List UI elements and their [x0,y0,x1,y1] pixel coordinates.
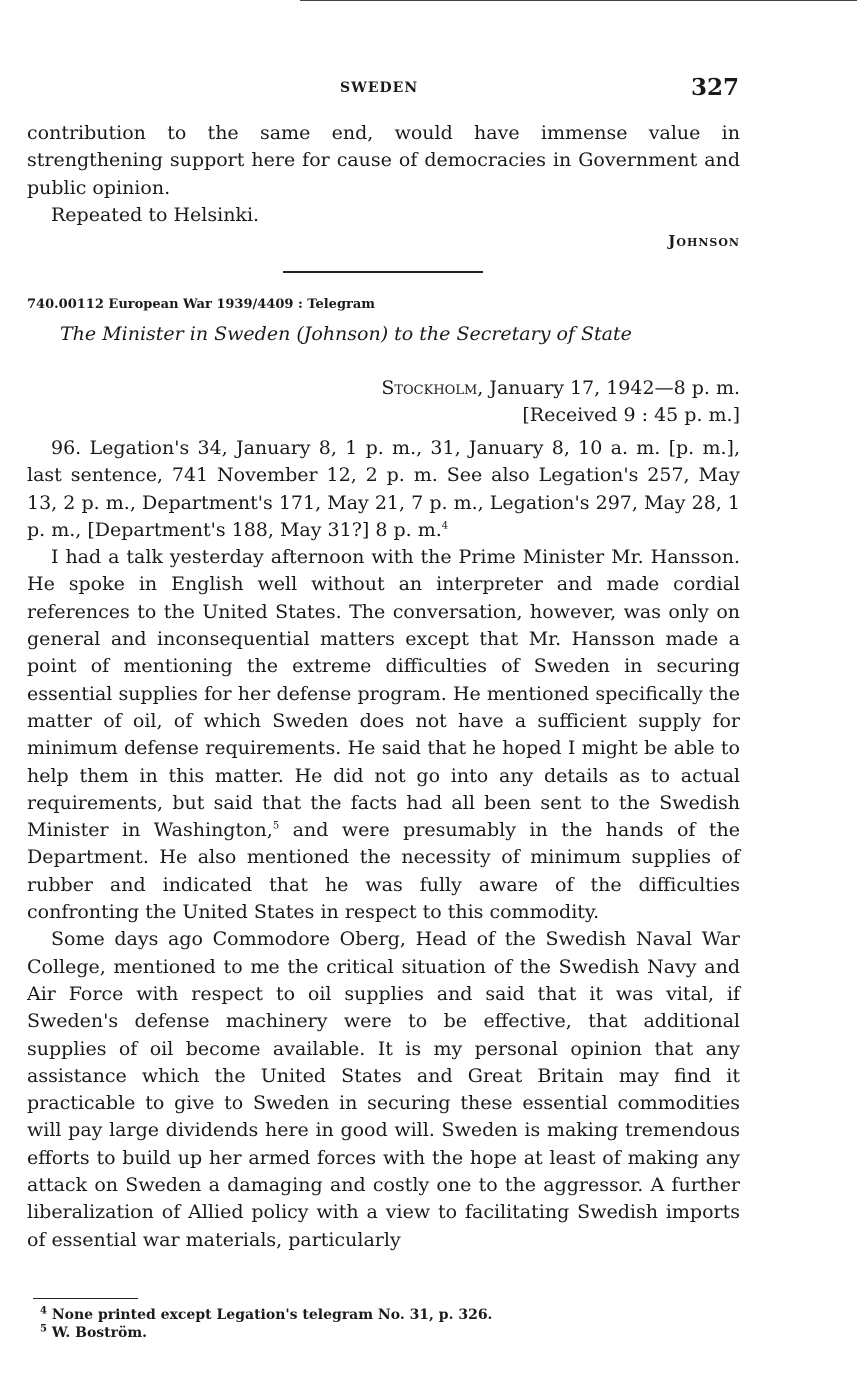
telegram-paragraph-3: Some days ago Commodore Oberg, Head of the Swedish Naval War College, mentioned to me the critical situation of the Swedish Navy and Air Force with respect to oil supplies and said that it was vital, if Sweden's defense machinery were to be effective, that additional supplies of oil become available. It is my personal opinion that any assistance which the United States and Great Britain may find it practicable to give to Sweden in securing these essential commodities will pay large dividends here in good will. Sweden is making tremendous efforts to build up her armed forces with the hope at least of making any attack on Sweden a damaging and costly one to the aggressor. A further liberalization of Allied policy with a view to facilitating Swedish imports of essential war materials, particularly [27,928,740,1251]
page-number: 327 [690,74,739,101]
place: Stockholm, [381,377,484,399]
telegram-paragraph-1 [27,435,740,544]
footnote-text: W. Boström. [51,1325,148,1341]
place-date-block [381,375,740,429]
footnote-mark: 4 [40,1305,47,1317]
document-title: The Minister in Sweden (Johnson) to the Secretary of State [60,323,632,345]
date: January 17, 1942—8 p. m. [489,377,740,399]
section-separator [283,271,483,273]
received-note: [Received 9 : 45 p. m.] [522,404,740,426]
continuation-text [27,120,740,229]
telegram-body [27,435,740,1254]
footnote [40,1306,492,1324]
footnote-mark: 5 [40,1323,47,1335]
footnote [40,1324,492,1342]
repeated-note: Repeated to Helsinki. [51,203,260,226]
footnotes [40,1306,492,1342]
continuation-paragraph: contribution to the same end, would have immense value in strengthening support here for cause of democracies in Government and public opinion. [27,122,740,199]
footnote-marker-5: 5 [272,820,280,832]
telegram-paragraph-2 [27,544,740,926]
footnote-text: None printed except Legation's telegram No. 31, p. 326. [51,1307,493,1323]
file-reference: 740.00112 European War 1939/4409 : Telegram [27,297,376,312]
running-head-title: SWEDEN [340,80,419,96]
top-edge-rule [300,0,857,1]
paragraph-1-text: 96. Legation's 34, January 8, 1 p. m., 31, January 8, 10 a. m. [p. m.], last sentence, 741 November 12, 2 p. m. See also Legation's 257, May 13, 2 p. m., Department's 171, May 21, 7 p. m., Legation's 297, May 28, 1 p. m., [Department's 188, May 31?] 8 p. m. [27,437,740,541]
paragraph-2-text-b: and were presumably in the hands of the Department. He also mentioned the necessity of minimum supplies of rubber and indicated that he was fully aware of the difficulties confronting the United States in respect to this commodity. [27,819,741,924]
running-head [0,74,857,104]
footnote-rule [33,1298,138,1299]
footnote-marker-4: 4 [441,520,449,532]
paragraph-2-text-a: I had a talk yesterday afternoon with the Prime Minister Mr. Hansson. He spoke in English well without an interpreter and made cordial references to the United States. The conversation, however, was only on general and inconsequential matters except that Mr. Hansson made a point of mentioning the extreme difficulties of Sweden in securing essential supplies for her defense program. He mentioned specifically the matter of oil, of which Sweden does not have a sufficient supply for minimum defense requirements. He said that he hoped I might be able to help them in this matter. He did not go into any details as to actual requirements, but said that the facts had all been sent to the Swedish Minister in Washington, [27,546,740,842]
signature: Johnson [668,232,740,250]
